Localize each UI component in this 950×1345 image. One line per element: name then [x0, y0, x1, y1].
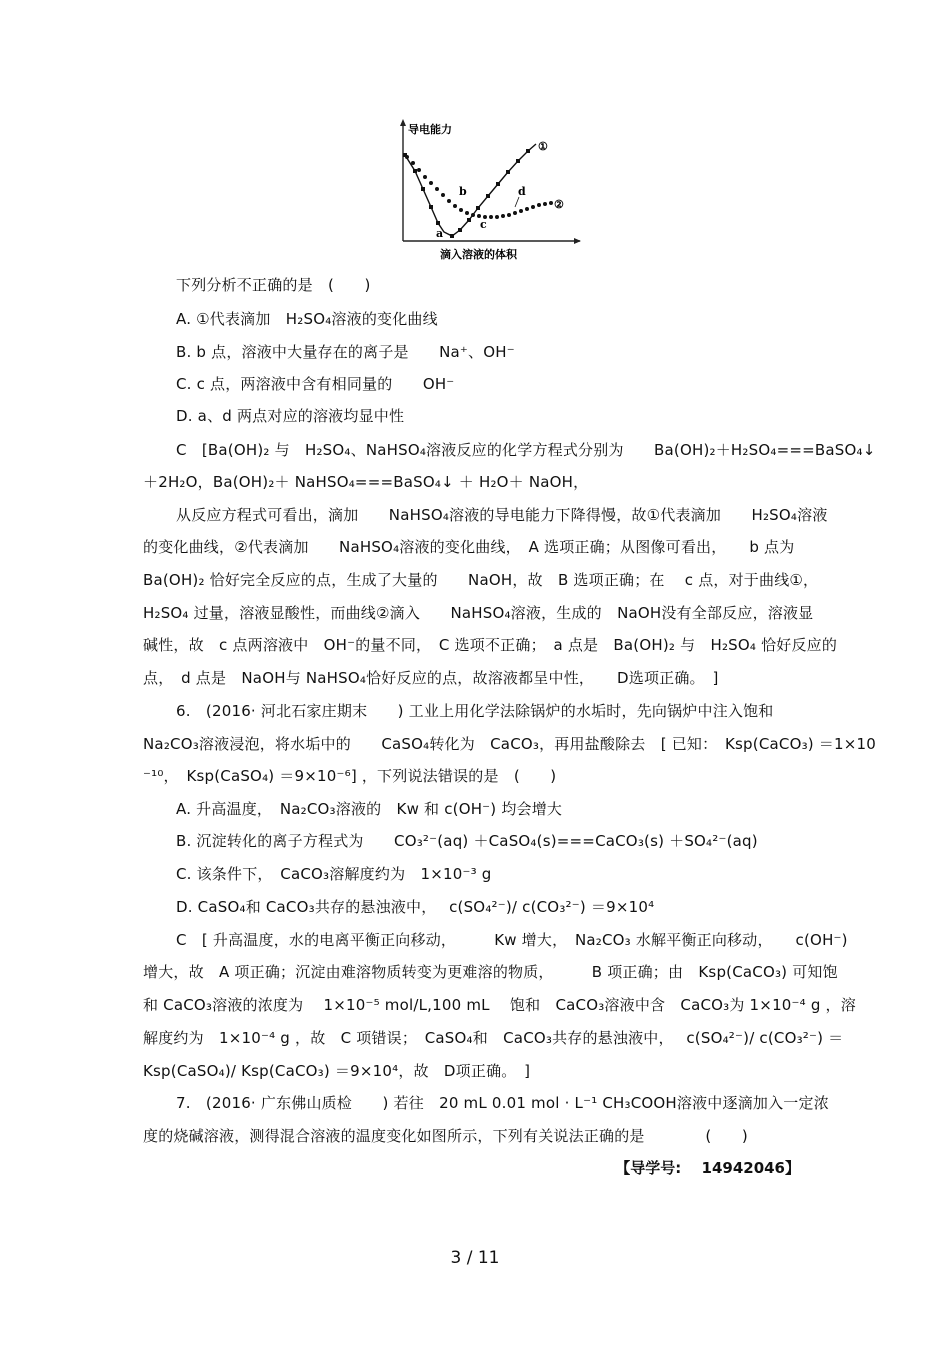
answer-5-line-6: H₂SO₄ 过量，溶液显酸性，而曲线②滴入 NaHSO₄溶液，生成的 NaOH没有全部反应，溶液显	[143, 604, 814, 622]
question-6-line-1: 6. (2016· 河北石家庄期末 ) 工业上用化学法除锅炉的水垢时，先向锅炉中注入饱和	[176, 702, 774, 720]
point-a-label: a	[436, 227, 444, 240]
option-a: A. ①代表滴加 H₂SO₄溶液的变化曲线	[176, 310, 438, 328]
option-d: D. a、d 两点对应的溶液均显中性	[176, 407, 405, 425]
point-c-label: c	[480, 218, 487, 231]
answer-5-line-1: C [Ba(OH)₂ 与 H₂SO₄、NaHSO₄溶液反应的化学方程式分别为 Ba(OH)₂＋H₂SO₄===BaSO₄↓	[176, 441, 876, 459]
question-5-prompt: 下列分析不正确的是 ( )	[176, 276, 371, 294]
option-c: C. c 点，两溶液中含有相同量的 OH⁻	[176, 375, 455, 393]
question-6-line-3: ⁻¹⁰， Ksp(CaSO₄) ＝9×10⁻⁶] ，下列说法错误的是 ( )	[143, 767, 557, 785]
answer-5-line-3: 从反应方程式可看出，滴加 NaHSO₄溶液的导电能力下降得慢，故①代表滴加 H₂SO₄溶液	[176, 506, 828, 524]
q6-option-c: C. 该条件下， CaCO₃溶解度约为 1×10⁻³ g	[176, 865, 492, 883]
point-d-leader	[515, 197, 519, 207]
question-6-line-2: Na₂CO₃溶液浸泡，将水垢中的 CaSO₄转化为 CaCO₃，再用盐酸除去 [ 已知： Ksp(CaCO₃) ＝1×10	[143, 735, 877, 753]
curve-2-label: ②	[554, 198, 564, 211]
answer-5-line-7: 碱性，故 c 点两溶液中 OH⁻的量不同， C 选项不正确； a 点是 Ba(OH)₂ 与 H₂SO₄ 恰好反应的	[143, 636, 838, 654]
q6-option-d: D. CaSO₄和 CaCO₃共存的悬浊液中， c(SO₄²⁻)/ c(CO₃²⁻) ＝9×10⁴	[176, 898, 655, 916]
answer-6-line-3: 和 CaCO₃溶液的浓度为 1×10⁻⁵ mol/L,100 mL 饱和 CaCO₃溶液中含 CaCO₃为 1×10⁻⁴ g ，溶	[143, 996, 856, 1014]
answer-6-line-2: 增大，故 A 项正确；沉淀由难溶物质转变为更难溶的物质， B 项正确；由 Ksp(CaCO₃) 可知饱	[143, 963, 838, 981]
answer-6-line-1: C [ 升高温度，水的电离平衡正向移动， Kw 增大， Na₂CO₃ 水解平衡正向移动， c(OH⁻)	[176, 931, 848, 949]
y-axis-arrow	[400, 119, 406, 126]
q6-option-b: B. 沉淀转化的离子方程式为 CO₃²⁻(aq) ＋CaSO₄(s)===CaCO₃(s) ＋SO₄²⁻(aq)	[176, 832, 758, 850]
conductivity-figure	[398, 117, 583, 267]
answer-6-line-4: 解度约为 1×10⁻⁴ g ，故 C 项错误； CaSO₄和 CaCO₃共存的悬浊液中， c(SO₄²⁻)/ c(CO₃²⁻) ＝	[143, 1029, 844, 1047]
answer-5-line-5: Ba(OH)₂ 恰好完全反应的点，生成了大量的 NaOH，故 B 选项正确；在 c 点，对于曲线①，	[143, 571, 819, 589]
point-d-label: d	[518, 185, 526, 198]
conductivity-chart	[398, 117, 583, 267]
question-7-line-1: 7. (2016· 广东佛山质检 ) 若往 20 mL 0.01 mol · L⁻¹ CH₃COOH溶液中逐滴加入一定浓	[176, 1094, 829, 1112]
option-b: B. b 点，溶液中大量存在的离子是 Na⁺、OH⁻	[176, 343, 515, 361]
y-axis-label: 导电能力	[408, 123, 452, 136]
curve-1-label: ①	[538, 140, 548, 153]
question-7-line-2: 度的烧碱溶液，测得混合溶液的温度变化如图所示，下列有关说法正确的是 ( )	[143, 1127, 748, 1145]
x-axis-arrow	[574, 238, 581, 244]
guide-number: 【导学号: 14942046】	[615, 1159, 800, 1177]
x-axis-label: 滴入溶液的体积	[440, 248, 517, 261]
q6-option-a: A. 升高温度， Na₂CO₃溶液的 Kw 和 c(OH⁻) 均会增大	[176, 800, 563, 818]
answer-5-line-4: 的变化曲线，②代表滴加 NaHSO₄溶液的变化曲线， A 选项正确；从图像可看出， b 点为	[143, 538, 795, 556]
page-number: 3 / 11	[450, 1248, 500, 1268]
point-b-label: b	[459, 185, 467, 198]
answer-5-line-2: ＋2H₂O，Ba(OH)₂＋ NaHSO₄===BaSO₄↓ ＋ H₂O＋ NaOH，	[143, 473, 589, 491]
answer-6-line-5: Ksp(CaSO₄)/ Ksp(CaCO₃) ＝9×10⁴，故 D项正确。 ]	[143, 1062, 531, 1080]
answer-5-line-8: 点， d 点是 NaOH与 NaHSO₄恰好反应的点，故溶液都呈中性， D选项正确。 ]	[143, 669, 719, 687]
